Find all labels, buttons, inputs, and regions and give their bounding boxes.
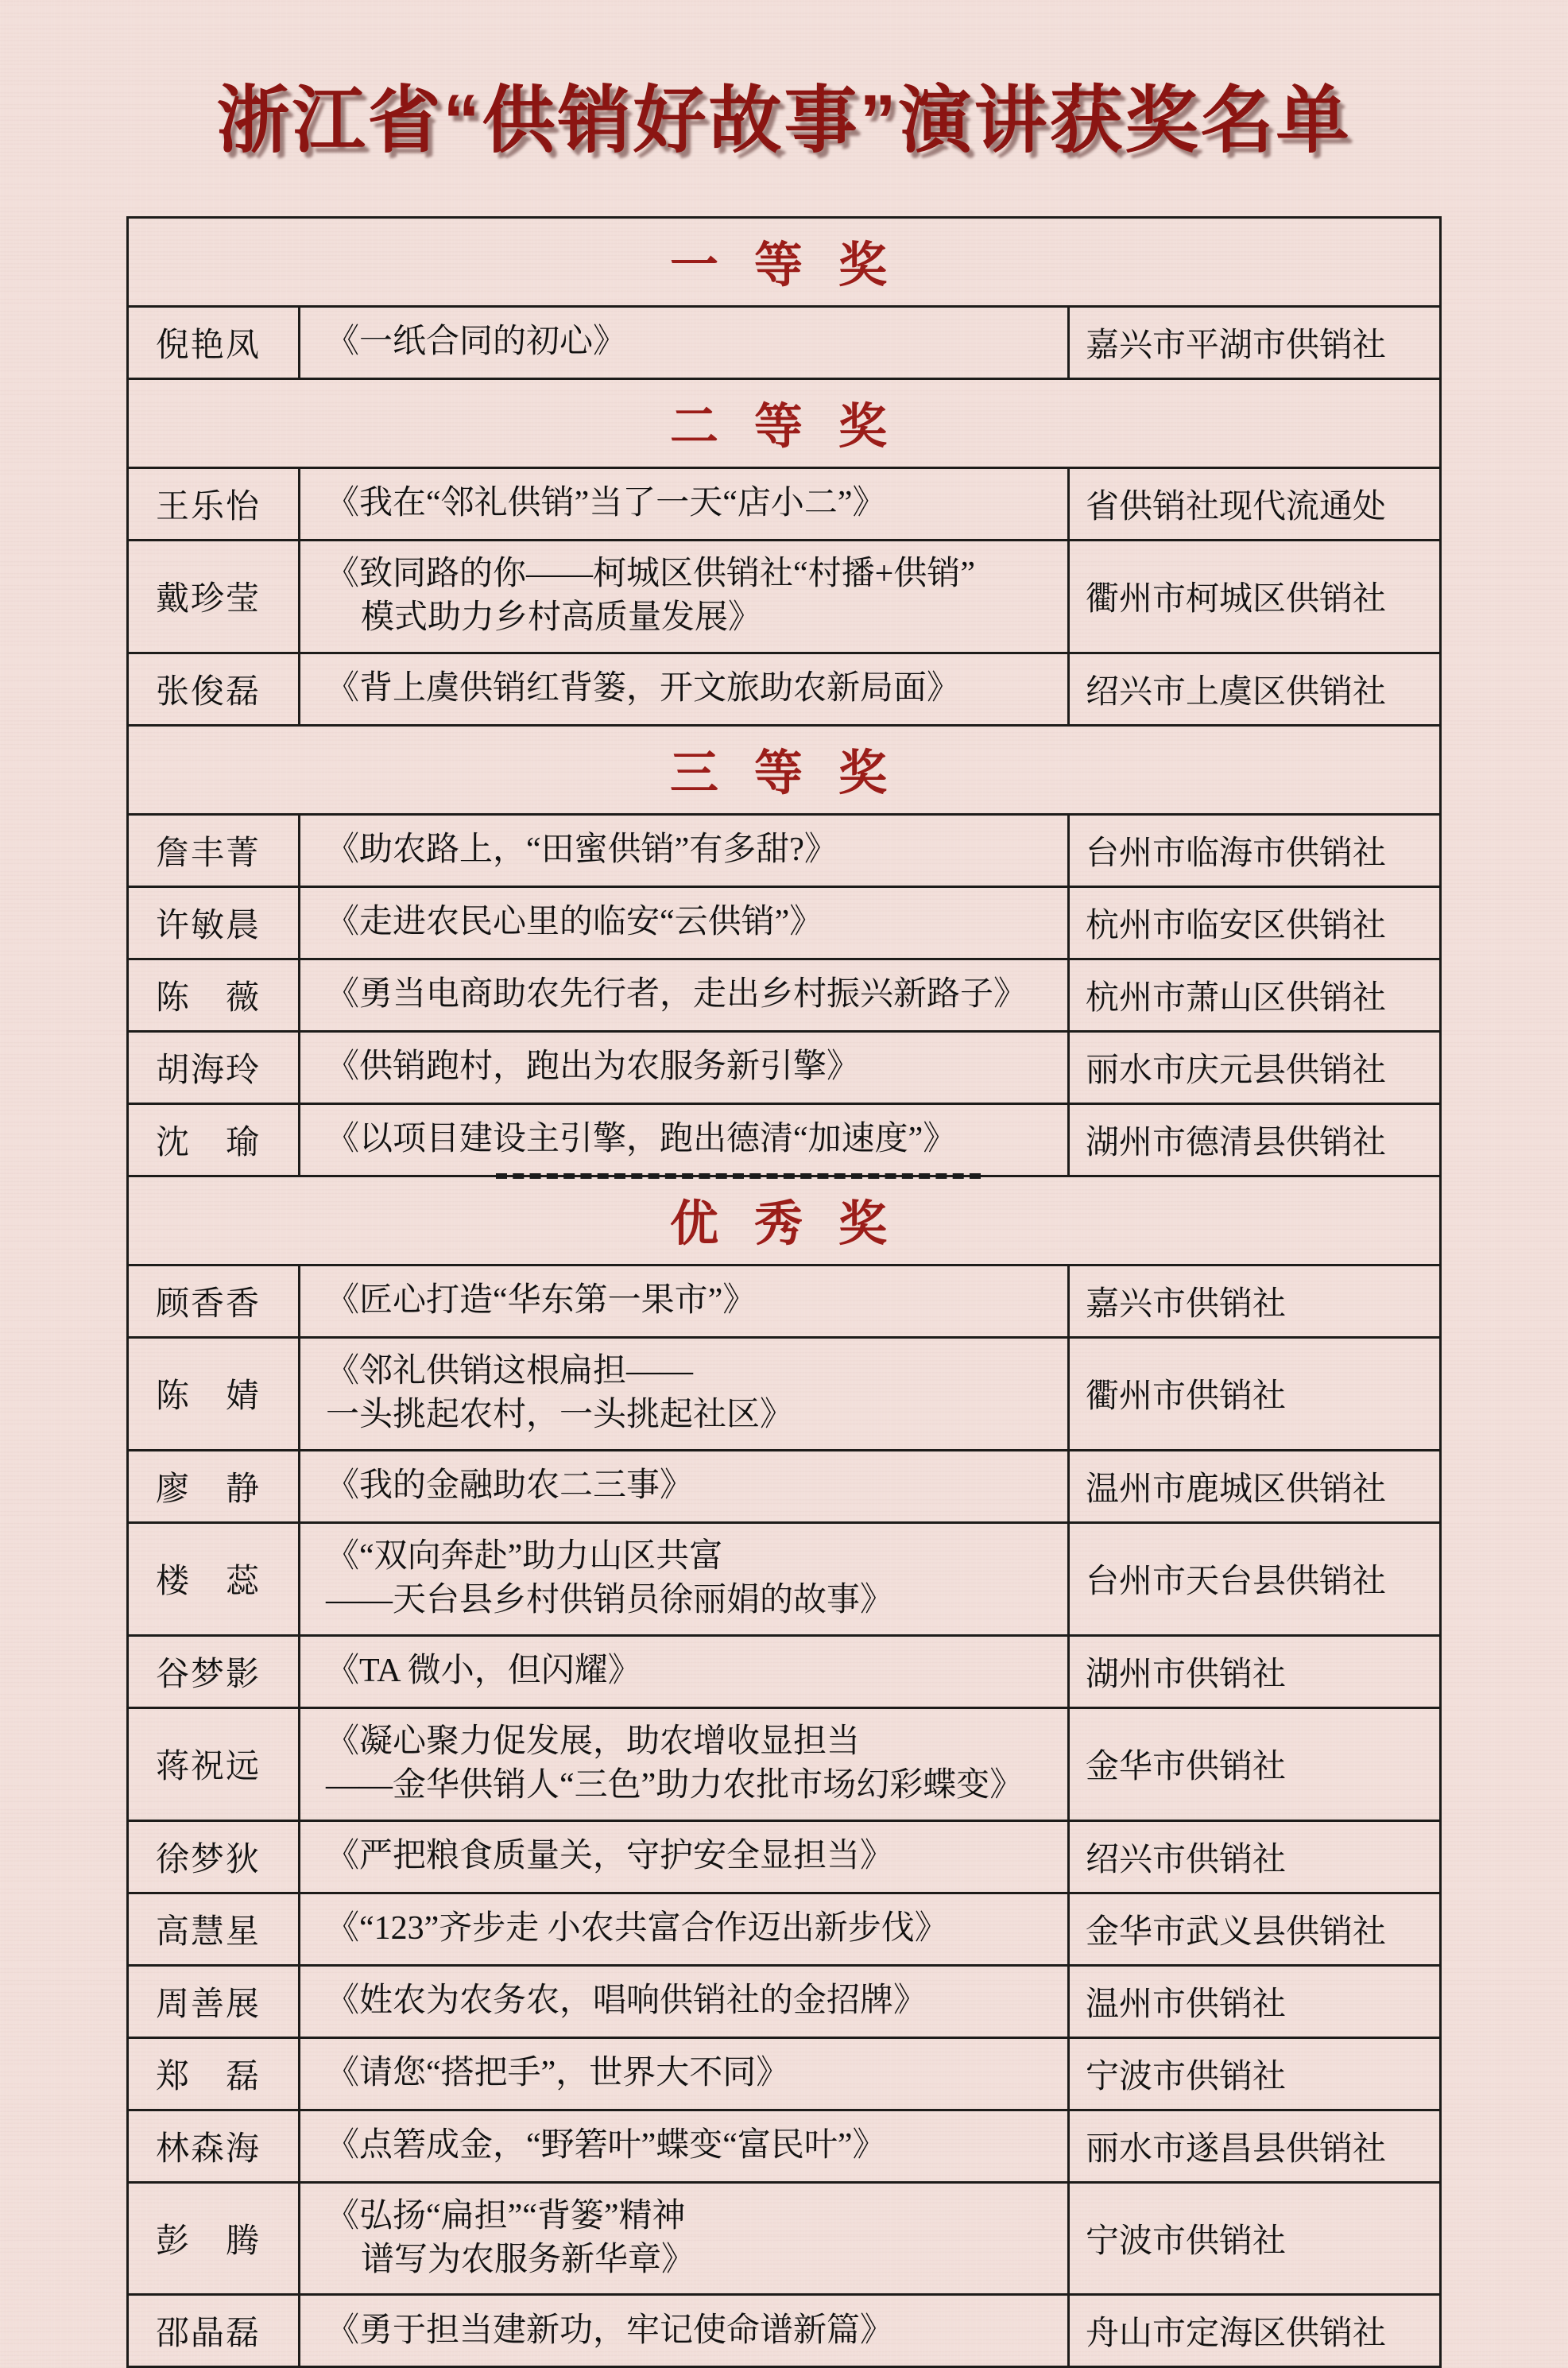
speech-title: 《一纸合同的初心》 [325, 324, 626, 361]
org-name: 省供销社现代流通处 [1068, 468, 1440, 541]
org-name: 台州市天台县供销社 [1068, 1522, 1440, 1635]
table-row [127, 1031, 1440, 1103]
org-name: 丽水市庆元县供销社 [1068, 1031, 1440, 1103]
speech-title: 《勇当电商助农先行者，走出乡村振兴新路子》 [325, 976, 1027, 1013]
table-row [127, 2295, 1440, 2367]
table-row [127, 1522, 1440, 1635]
org-name: 台州市临海市供销社 [1068, 814, 1440, 886]
section-row-excellence-prize [127, 1176, 1440, 1265]
section-header-third-prize: 三 等 奖 [127, 725, 1440, 814]
page-title: 浙江省“供销好故事”演讲获奖名单 [216, 80, 1352, 161]
winner-name: 沈瑜 [155, 1124, 259, 1161]
winner-name: 陈婧 [155, 1378, 259, 1416]
table-row [127, 2110, 1440, 2182]
speech-title: 《弘扬“扁担”“背篓”精神 [325, 2197, 686, 2234]
speech-title: 《我的金融助农二三事》 [325, 1467, 693, 1505]
winner-name: 高慧星 [155, 1913, 259, 1951]
award-table [126, 216, 1442, 2368]
table-row [127, 1337, 1440, 1450]
winner-name: 胡海玲 [155, 1052, 259, 1089]
table-row [127, 468, 1440, 541]
org-name: 温州市鹿城区供销社 [1068, 1450, 1440, 1522]
speech-title: 《姓农为农务农，唱响供销社的金招牌》 [325, 1982, 927, 2019]
speech-title: 《供销跑村，跑出为农服务新引擎》 [325, 1048, 860, 1086]
winner-name: 邵晶磊 [155, 2316, 259, 2353]
table-row [127, 1635, 1440, 1707]
winner-name: 林森海 [155, 2130, 259, 2168]
section-header-label: 优 秀 奖 [670, 1196, 898, 1250]
org-name: 嘉兴市供销社 [1068, 1265, 1440, 1337]
org-name: 温州市供销社 [1068, 1965, 1440, 2037]
speech-title: 《致同路的你——柯城区供销社“村播+供销” [325, 556, 975, 592]
winner-name: 戴珍莹 [155, 581, 259, 618]
org-name: 嘉兴市平湖市供销社 [1068, 307, 1440, 379]
speech-title: 《走进农民心里的临安“云供销”》 [325, 904, 823, 941]
table-row [127, 2037, 1440, 2110]
section-header-second-prize: 二 等 奖 [127, 379, 1440, 468]
org-name: 金华市武义县供销社 [1068, 1893, 1440, 1965]
org-name: 杭州市临安区供销社 [1068, 886, 1440, 959]
table-row [127, 886, 1440, 959]
speech-title: 《请您“搭把手”，世界大不同》 [325, 2054, 790, 2091]
winner-name: 张俊磊 [155, 673, 259, 711]
speech-title: 《凝心聚力促发展，助农增收显担当 [325, 1723, 860, 1760]
org-name: 绍兴市上虞区供销社 [1068, 653, 1440, 725]
table-row [127, 1820, 1440, 1893]
table-row [127, 653, 1440, 725]
org-name: 绍兴市供销社 [1068, 1820, 1440, 1893]
speech-title: 《“123”齐步走 小农共富合作迈出新步伐》 [325, 1909, 948, 1947]
winner-name: 彭腾 [155, 2223, 259, 2260]
speech-title-line-2: 模式助力乡村高质量发展》 [360, 599, 761, 637]
winner-name: 詹丰菁 [155, 835, 259, 872]
section-row-third-prize [127, 725, 1440, 814]
speech-title: 《TA 微小，但闪耀》 [325, 1652, 641, 1689]
winner-name: 蒋祝远 [155, 1749, 259, 1786]
speech-title: 《匠心打造“华东第一果市”》 [325, 1282, 757, 1320]
winner-name: 周善展 [155, 1986, 259, 2023]
winner-name: 王乐怡 [155, 489, 259, 525]
speech-title-line-2: 谱写为农服务新华章》 [360, 2241, 695, 2278]
section-header-first-prize: 一 等 奖 [127, 218, 1440, 307]
org-name: 丽水市遂昌县供销社 [1068, 2110, 1440, 2182]
speech-title-line-2: ——天台县乡村供销员徐丽娟的故事》 [325, 1582, 893, 1619]
table-row [127, 1103, 1440, 1176]
winner-name: 许敏晨 [155, 907, 259, 944]
table-row [127, 1450, 1440, 1522]
speech-title: 《邻礼供销这根扁担—— [325, 1352, 693, 1389]
speech-title: 《严把粮食质量关，守护安全显担当》 [325, 1837, 893, 1874]
org-name: 杭州市萧山区供销社 [1068, 959, 1440, 1031]
winner-name: 徐梦狄 [155, 1841, 259, 1878]
winner-name: 郑磊 [155, 2058, 259, 2095]
org-name: 湖州市德清县供销社 [1068, 1103, 1440, 1176]
table-row [127, 541, 1440, 653]
section-header-excellence-prize [127, 1176, 1440, 1265]
section-row-first-prize [127, 218, 1440, 307]
org-name: 宁波市供销社 [1068, 2037, 1440, 2110]
winner-name: 陈薇 [155, 979, 259, 1017]
org-name: 宁波市供销社 [1068, 2182, 1440, 2295]
table-row [127, 1707, 1440, 1820]
speech-title: 《点箬成金，“野箬叶”蝶变“富民叶”》 [325, 2126, 886, 2164]
speech-title: 《背上虞供销红背篓，开文旅助农新局面》 [325, 670, 960, 707]
speech-title: 《“双向奔赴”助力山区共富 [325, 1537, 723, 1575]
speech-title: 《以项目建设主引擎，跑出德清“加速度”》 [325, 1121, 957, 1158]
table-row [127, 1893, 1440, 1965]
speech-title: 《我在“邻礼供销”当了一天“店小二”》 [325, 485, 886, 522]
table-row [127, 307, 1440, 379]
winner-name: 楼蕊 [155, 1564, 259, 1601]
table-row [127, 959, 1440, 1031]
org-name: 衢州市供销社 [1068, 1337, 1440, 1450]
speech-title: 《勇于担当建新功，牢记使命谱新篇》 [325, 2312, 893, 2349]
speech-title-line-2: 一头挑起农村，一头挑起社区》 [325, 1397, 793, 1434]
table-row [127, 1265, 1440, 1337]
org-name: 舟山市定海区供销社 [1068, 2295, 1440, 2367]
org-name: 湖州市供销社 [1068, 1635, 1440, 1707]
table-row [127, 814, 1440, 886]
org-name: 金华市供销社 [1068, 1707, 1440, 1820]
winner-name: 谷梦影 [155, 1656, 259, 1693]
speech-title-line-2: ——金华供销人“三色”助力农批市场幻彩蝶变》 [325, 1767, 1024, 1804]
winner-name: 廖静 [155, 1471, 259, 1508]
table-row [127, 1965, 1440, 2037]
winner-name: 顾香香 [155, 1285, 259, 1323]
winner-name: 倪艳凤 [155, 327, 259, 364]
speech-title: 《助农路上，“田蜜供销”有多甜?》 [325, 831, 838, 869]
section-row-second-prize [127, 379, 1440, 468]
table-row [127, 2182, 1440, 2295]
org-name: 衢州市柯城区供销社 [1068, 541, 1440, 653]
scan-dashed-line [496, 1173, 981, 1179]
